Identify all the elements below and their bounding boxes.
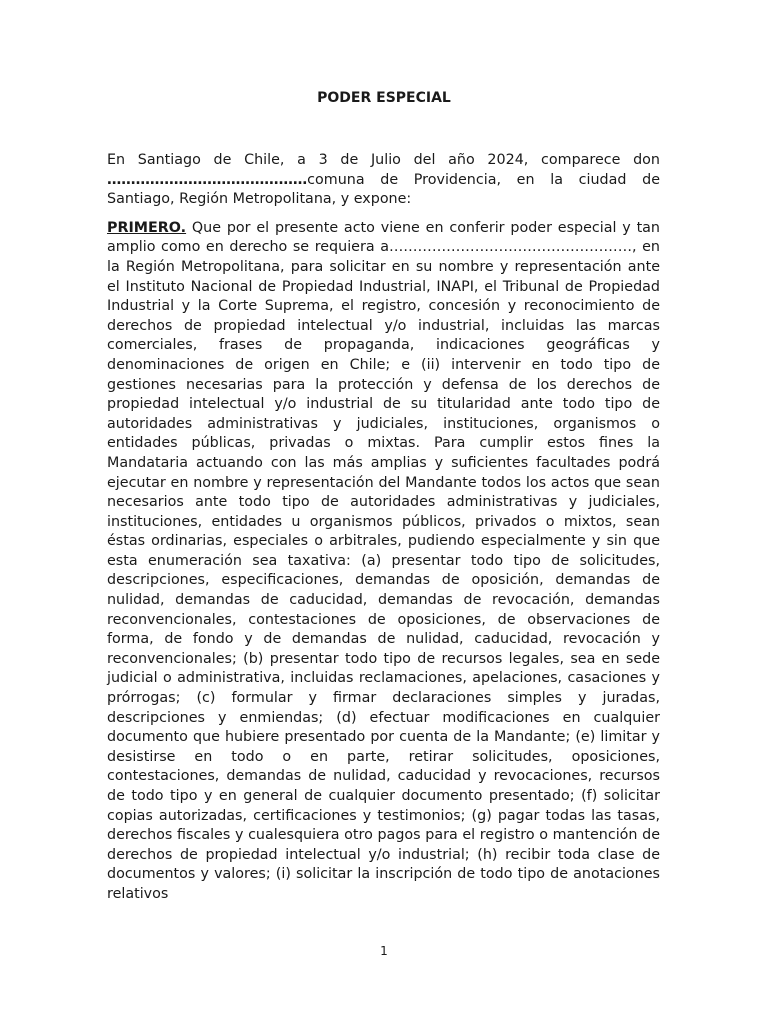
page-number: 1 [380,944,388,958]
document-title: PODER ESPECIAL [317,90,451,106]
appearing-party-blank: …………………………………… [107,171,308,188]
primero-text: Que por el presente acto viene en conferir poder especial y tan amplio como en derecho se requiera a……………………………………………, en la Región Metropolitana, para solicitar en su nombre y representación ante el Instituto Nacional de Propiedad Industrial, INAPI, el Tribunal de Propiedad Industrial y la Corte Suprema, el registro, concesión y reconocimiento de derechos de propiedad intelectual y/o industrial, incluidas las marcas comerciales, frases de propaganda, indicaciones geográficas y denominaciones de origen en Chile; e (ii) intervenir en todo tipo de gestiones necesarias para la protección y defensa de los derechos de propiedad intelectual y/o industrial de su titularidad ante todo tipo de autoridades administrativas y judiciales, instituciones, organismos o entidades públicas, privadas o mixtas. Para cumplir estos fines la Mandataria actuando con las más amplias y suficientes facultades podrá ejecutar en nombre y representación del Mandante todos los actos que sean necesarios ante todo tipo de autoridades administrativas y judiciales, instituciones, entidades u organismos públicos, privados o mixtos, sean éstas ordinarias, especiales o arbitrales, pudiendo especialmente y sin que esta enumeración sea taxativa: (a) presentar todo tipo de solicitudes, descripciones, especificaciones, demandas de oposición, demandas de nulidad, demandas de caducidad, demandas de revocación, demandas reconvencionales, contestaciones de oposiciones, de observaciones de forma, de fondo y de demandas de nulidad, caducidad, revocación y reconvencionales; (b) presentar todo tipo de recursos legales, sea en sede judicial o administrativa, incluidas reclamaciones, apelaciones, casaciones y prórrogas; (c) formular y firmar declaraciones simples y juradas, descripciones y enmiendas; (d) efectuar modificaciones en cualquier documento que hubiere presentado por cuenta de la Mandante; (e) limitar y desistirse en todo o en parte, retirar solicitudes, oposiciones, contestaciones, demandas de nulidad, caducidad y revocaciones, recursos de todo tipo y en general de cualquier documento presentado; (f) solicitar copias autorizadas, certificaciones y testimonios; (g) pagar todas las tasas, derechos fiscales y cualesquiera otro pagos para el registro o mantención de derechos de propiedad intelectual y/o industrial; (h) recibir toda clase de documentos y valores; (i) solicitar la inscripción de todo tipo de anotaciones relativos [107,219,660,902]
primero-heading: PRIMERO. [107,219,187,236]
intro-text-end: comuna de Providencia, en la ciudad de Santiago, Región Metropolitana, y expone: [107,171,660,208]
intro-text-start: En Santiago de Chile, a 3 de Julio del año 2024, comparece don [107,152,660,168]
document-body [107,151,660,905]
primero-paragraph [107,219,660,905]
intro-paragraph [107,151,660,210]
